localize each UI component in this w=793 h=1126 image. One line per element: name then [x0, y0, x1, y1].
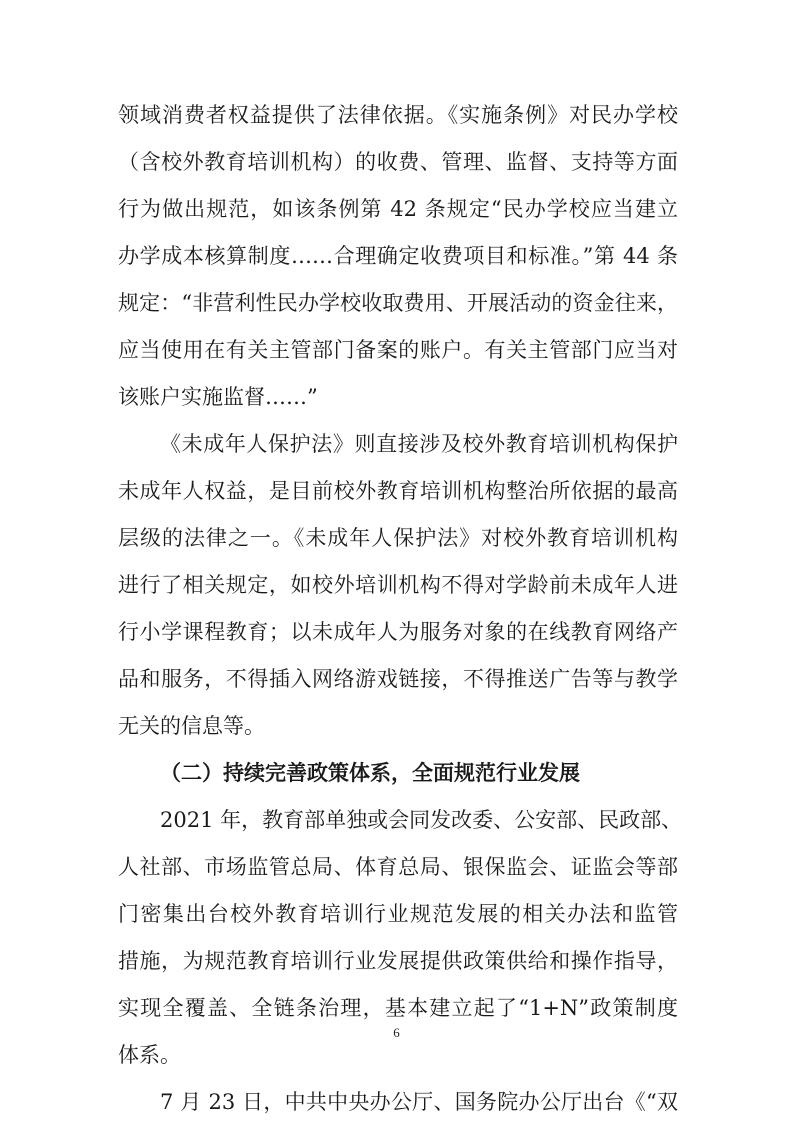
text-line: （含校外教育培训机构）的收费、管理、监督、支持等方面 [118, 150, 678, 174]
text-line: 未成年人权益，是目前校外教育培训机构整治所依据的最高 [118, 479, 678, 503]
section-heading: （二）持续完善政策体系，全面规范行业发展 [160, 761, 580, 785]
paragraph-2 [118, 421, 678, 750]
text-line: 应当使用在有关主管部门备案的账户。有关主管部门应当对 [118, 338, 678, 362]
text-line: 层级的法律之一。《未成年人保护法》对校外教育培训机构 [118, 526, 678, 550]
text-line: 《未成年人保护法》则直接涉及校外教育培训机构保护 [160, 432, 678, 456]
text-line: 领域消费者权益提供了法律依据。《实施条例》对民办学校 [118, 103, 678, 127]
text-line: 无关的信息等。 [118, 714, 265, 738]
text-line: 规定：“非营利性民办学校收取费用、开展活动的资金往来， [118, 291, 678, 315]
text-line: 体系。 [118, 1043, 181, 1067]
paragraph-1 [118, 92, 678, 421]
text-line: 2021 年，教育部单独或会同发改委、公安部、民政部、 [160, 808, 683, 832]
text-line: 进行了相关规定，如校外培训机构不得对学龄前未成年人进 [118, 573, 678, 597]
page-number: 6 [393, 1025, 400, 1040]
text-line: 办学成本核算制度……合理确定收费项目和标准。”第 44 条 [118, 244, 678, 268]
text-line: 该账户实施监督……” [118, 385, 318, 409]
text-line: 行为做出规范，如该条例第 42 条规定“民办学校应当建立 [118, 197, 678, 221]
text-line: 人社部、市场监管总局、体育总局、银保监会、证监会等部 [118, 855, 678, 879]
text-line: 7 月 23 日，中共中央办公厅、国务院办公厅出台《“双 [160, 1090, 678, 1114]
document-body [118, 92, 683, 1126]
text-line: 实现全覆盖、全链条治理，基本建立起了“1+N”政策制度 [118, 996, 678, 1020]
text-line: 品和服务，不得插入网络游戏链接，不得推送广告等与教学 [118, 667, 678, 691]
text-line: 行小学课程教育；以未成年人为服务对象的在线教育网络产 [118, 620, 678, 644]
paragraph-4 [118, 1079, 678, 1126]
text-line: 措施，为规范教育培训行业发展提供政策供给和操作指导， [118, 949, 678, 973]
text-line: 门密集出台校外教育培训行业规范发展的相关办法和监管 [118, 902, 678, 926]
